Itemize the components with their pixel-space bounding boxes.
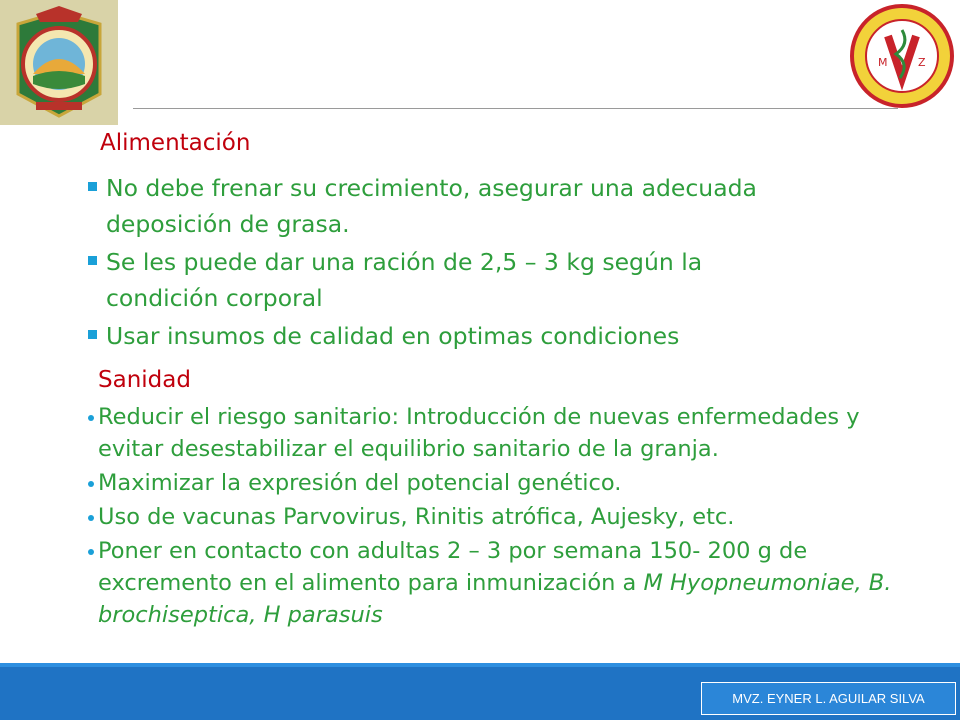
list-item: Maximizar la expresión del potencial genético. — [88, 467, 918, 499]
dot-bullet-icon — [88, 515, 94, 521]
dot-bullet-icon — [88, 481, 94, 487]
list-item: Reducir el riesgo sanitario: Introducción de nuevas enfermedades y evitar desestabilizar el equilibrio sanitario de la granja. — [88, 401, 918, 465]
alimentacion-title: Alimentación — [100, 130, 251, 156]
author-label: MVZ. EYNER L. AGUILAR SILVA — [701, 682, 956, 715]
square-bullet-icon — [88, 330, 97, 339]
faculty-seal-logo — [848, 0, 956, 116]
header-divider — [133, 108, 898, 109]
square-bullet-icon — [88, 256, 97, 265]
svg-text:Z: Z — [918, 56, 926, 69]
list-item: Poner en contacto con adultas 2 – 3 por semana 150- 200 g de excremento en el alimento para inmunización a M Hyopneumoniae, B. brochiseptica, H parasuis — [88, 535, 918, 631]
alimentacion-list — [86, 170, 886, 356]
pathogen-names: M Hyopneumoniae, B. brochiseptica, H parasuis — [98, 570, 892, 628]
university-logo — [0, 0, 118, 125]
sanidad-list — [88, 401, 918, 633]
list-item: Usar insumos de calidad en optimas condiciones — [86, 318, 886, 354]
list-item: No debe frenar su crecimiento, asegurar una adecuada deposición de grasa. — [86, 170, 886, 242]
university-crest-icon — [6, 4, 112, 120]
list-item: Uso de vacunas Parvovirus, Rinitis atrófica, Aujesky, etc. — [88, 501, 918, 533]
svg-text:M: M — [878, 56, 888, 69]
list-item: Se les puede dar una ración de 2,5 – 3 kg según la condición corporal — [86, 244, 886, 316]
square-bullet-icon — [88, 182, 97, 191]
dot-bullet-icon — [88, 415, 94, 421]
sanidad-title: Sanidad — [98, 367, 191, 393]
dot-bullet-icon — [88, 549, 94, 555]
veterinary-faculty-seal-icon — [848, 0, 956, 116]
